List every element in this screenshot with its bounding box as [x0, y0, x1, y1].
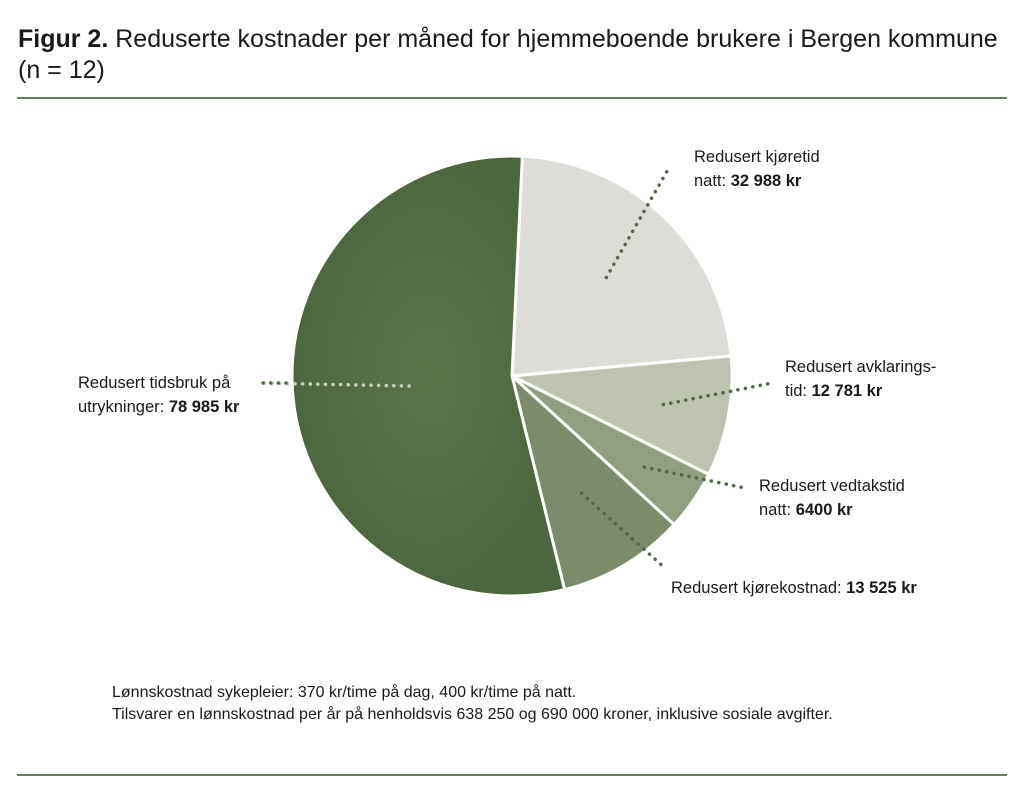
- pie-slices: [292, 156, 732, 596]
- slice-label-vedtakstid-line1: Redusert vedtakstid: [759, 477, 905, 495]
- bottom-divider: [17, 774, 1007, 776]
- slice-value-utrykninger: 78 985 kr: [168, 398, 240, 416]
- slice-value-avklaring: 12 781 kr: [811, 382, 883, 400]
- footnotes: [112, 682, 833, 726]
- figure-title-text: Reduserte kostnader per måned for hjemmeboende brukere i Bergen kommune (n = 12): [18, 25, 998, 84]
- slice-label-avklaring-line1: Redusert avklarings-: [785, 358, 937, 376]
- slice-label-vedtakstid: [759, 474, 905, 522]
- footnote-line-1: Lønnskostnad sykepleier: 370 kr/time på dag, 400 kr/time på natt.: [112, 684, 577, 701]
- slice-label-kjoretid: [694, 145, 820, 193]
- slice-label-vedtakstid-line2: natt:: [759, 501, 792, 519]
- slice-value-kjorekostnad: 13 525 kr: [846, 579, 917, 597]
- slice-label-utrykninger: [78, 371, 239, 419]
- footnote-line-2: Tilsvarer en lønnskostnad per år på henholdsvis 638 250 og 690 000 kroner, inklusive sosiale avgifter.: [112, 706, 833, 723]
- figure-label: Figur 2.: [18, 25, 109, 53]
- slice-label-utrykninger-line2: utrykninger:: [78, 398, 165, 416]
- slice-label-avklaring-line2: tid:: [785, 382, 808, 400]
- slice-label-kjorekostnad: [671, 576, 917, 600]
- slice-label-kjoretid-line2: natt:: [694, 172, 727, 190]
- slice-label-utrykninger-line1: Redusert tidsbruk på: [78, 374, 231, 392]
- slice-value-vedtakstid: 6400 kr: [795, 501, 853, 519]
- slice-label-avklaring: [785, 355, 936, 403]
- slice-label-kjorekostnad-line1: Redusert kjørekostnad:: [671, 579, 842, 597]
- slice-value-kjoretid: 32 988 kr: [730, 172, 802, 190]
- slice-label-kjoretid-line1: Redusert kjøretid: [694, 148, 820, 166]
